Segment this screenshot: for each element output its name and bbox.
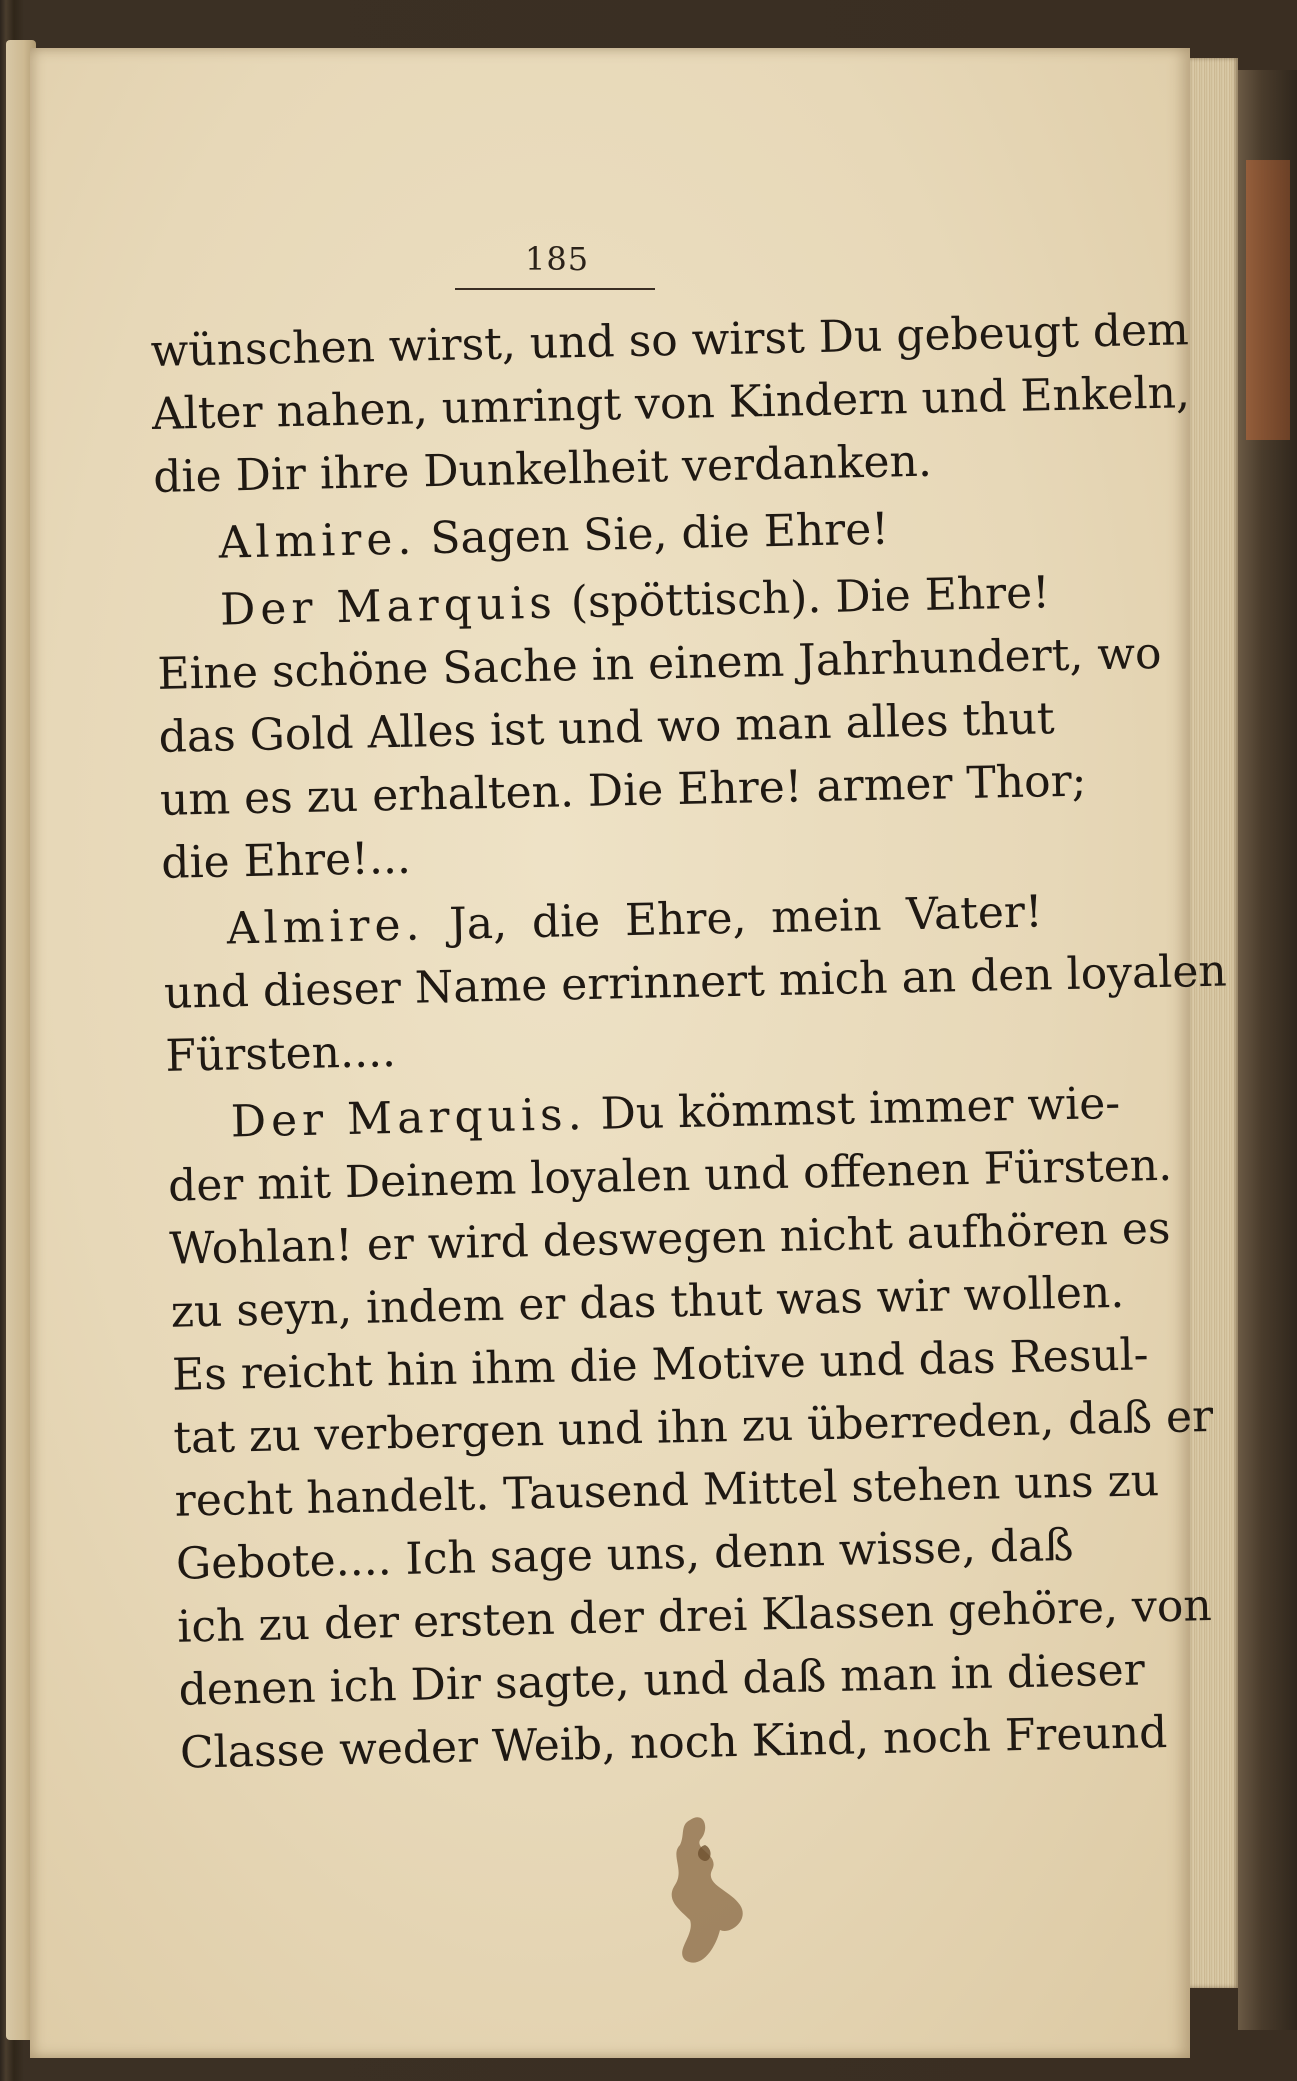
body-text (150, 302, 1228, 1789)
line-text: (spöttisch). Die Ehre! (570, 567, 1051, 629)
line-text: Classe weder Weib, noch Kind, noch Freund (179, 1707, 1168, 1779)
line-text: tat zu verbergen und ihn zu überreden, daß er (172, 1390, 1214, 1464)
line-text: die Dir ihre Dunkelheit verdanken. (152, 435, 933, 503)
paragraph (155, 562, 1162, 895)
line-text: Fürsten.... (164, 1026, 397, 1082)
line-text: Wohlan! er wird deswegen nicht aufhören es (168, 1202, 1171, 1275)
line-text: Du kömmst immer wie- (599, 1077, 1121, 1140)
page-number: 185 (525, 240, 590, 278)
line-text: zu seyn, indem er das thut was wir wollen. (170, 1266, 1125, 1338)
line-text: Eine schöne Sache in einem Jahrhundert, wo (156, 627, 1162, 700)
line-text: der mit Deinem loyalen und offenen Fürsten. (167, 1139, 1173, 1212)
page-fore-edge (1190, 58, 1238, 1988)
line-text: wünschen wirst, und so wirst Du gebeugt dem (150, 304, 1190, 377)
line-text: Gebote.... Ich sage uns, denn wisse, daß (175, 1519, 1075, 1590)
line-text: Alter nahen, umringt von Kindern und Enkeln, (151, 367, 1191, 440)
line-text: Es reicht hin ihm die Motive und das Resul- (171, 1329, 1150, 1401)
line-text: Ja, die Ehre, mein Vater! (448, 886, 1044, 950)
ink-stain (650, 1810, 770, 1980)
speaker-name: Almire. (218, 513, 417, 569)
paragraph (150, 302, 1191, 509)
speaker-name: Der Marquis (219, 577, 558, 636)
line-text: und dieser Name errinnert mich an den loyalen (163, 945, 1228, 1019)
header-rule (455, 288, 655, 290)
line-text: Sagen Sie, die Ehre! (429, 503, 890, 565)
paragraph (162, 880, 1228, 1087)
line-text: um es zu erhalten. Die Ehre! armer Thor; (159, 755, 1087, 826)
line-text: die Ehre!... (160, 832, 412, 889)
speaker-name: Almire. (226, 899, 425, 955)
paragraph (166, 1073, 1214, 1784)
line-text: das Gold Alles ist und wo man alles thut (158, 693, 1056, 763)
line-text: ich zu der ersten der drei Klassen gehöre, von (176, 1580, 1213, 1653)
speaker-name: Der Marquis. (230, 1089, 588, 1148)
line-text: recht handelt. Tausend Mittel stehen uns zu (174, 1455, 1160, 1527)
line-text: denen ich Dir sagte, und daß man in dieser (178, 1644, 1146, 1716)
cover-leather-strip (1246, 160, 1290, 440)
